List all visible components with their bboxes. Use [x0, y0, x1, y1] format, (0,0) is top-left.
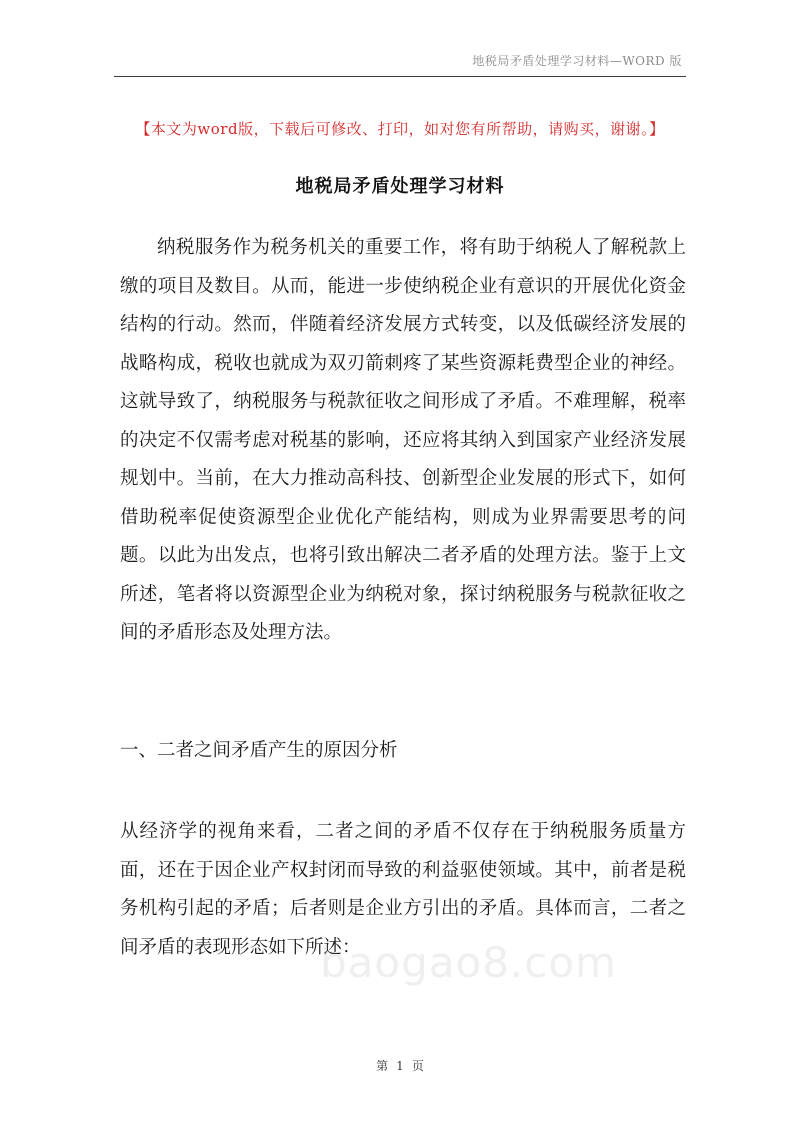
- section-heading-1: 一、二者之间矛盾产生的原因分析: [120, 740, 398, 761]
- document-title: 地税局矛盾处理学习材料: [295, 176, 505, 197]
- page-prefix: 第: [376, 1059, 389, 1073]
- download-notice: 【本文为word版，下载后可修改、打印，如对您有所帮助，请购买，谢谢。】: [135, 120, 665, 138]
- watermark: baogao8.com: [320, 938, 617, 987]
- body-paragraph-2: 从经济学的视角来看，二者之间的矛盾不仅存在于纳税服务质量方面，还在于因企业产权封闭而导致的利益驱使领域。其中，前者是税务机构引起的矛盾；后者则是企业方引出的矛盾。具体而言，二者之间矛盾的表现形态如下所述：: [120, 821, 686, 958]
- page-suffix: 页: [411, 1059, 424, 1073]
- header-divider: [114, 76, 686, 77]
- running-header: 地税局矛盾处理学习材料—WORD 版: [472, 54, 682, 68]
- page-number: 1: [396, 1059, 404, 1073]
- body-paragraph-1: 纳税服务作为税务机关的重要工作，将有助于纳税人了解税款上缴的项目及数目。从而，能进一步使纳税企业有意识的开展优化资金结构的行动。然而，伴随着经济发展方式转变，以及低碳经济发展的战略构成，税收也就成为双刃箭刺疼了某些资源耗费型企业的神经。这就导致了，纳税服务与税款征收之间形成了矛盾。不难理解，税率的决定不仅需考虑对税基的影响，还应将其纳入到国家产业经济发展规划中。当前，在大力推动高科技、创新型企业发展的形式下，如何借助税率促使资源型企业优化产能结构，则成为业界需要思考的问题。以此为出发点，也将引致出解决二者矛盾的处理方法。鉴于上文所述，笔者将以资源型企业为纳税对象，探讨纳税服务与税款征收之间的矛盾形态及处理方法。: [120, 237, 686, 643]
- page-footer: [0, 1057, 800, 1074]
